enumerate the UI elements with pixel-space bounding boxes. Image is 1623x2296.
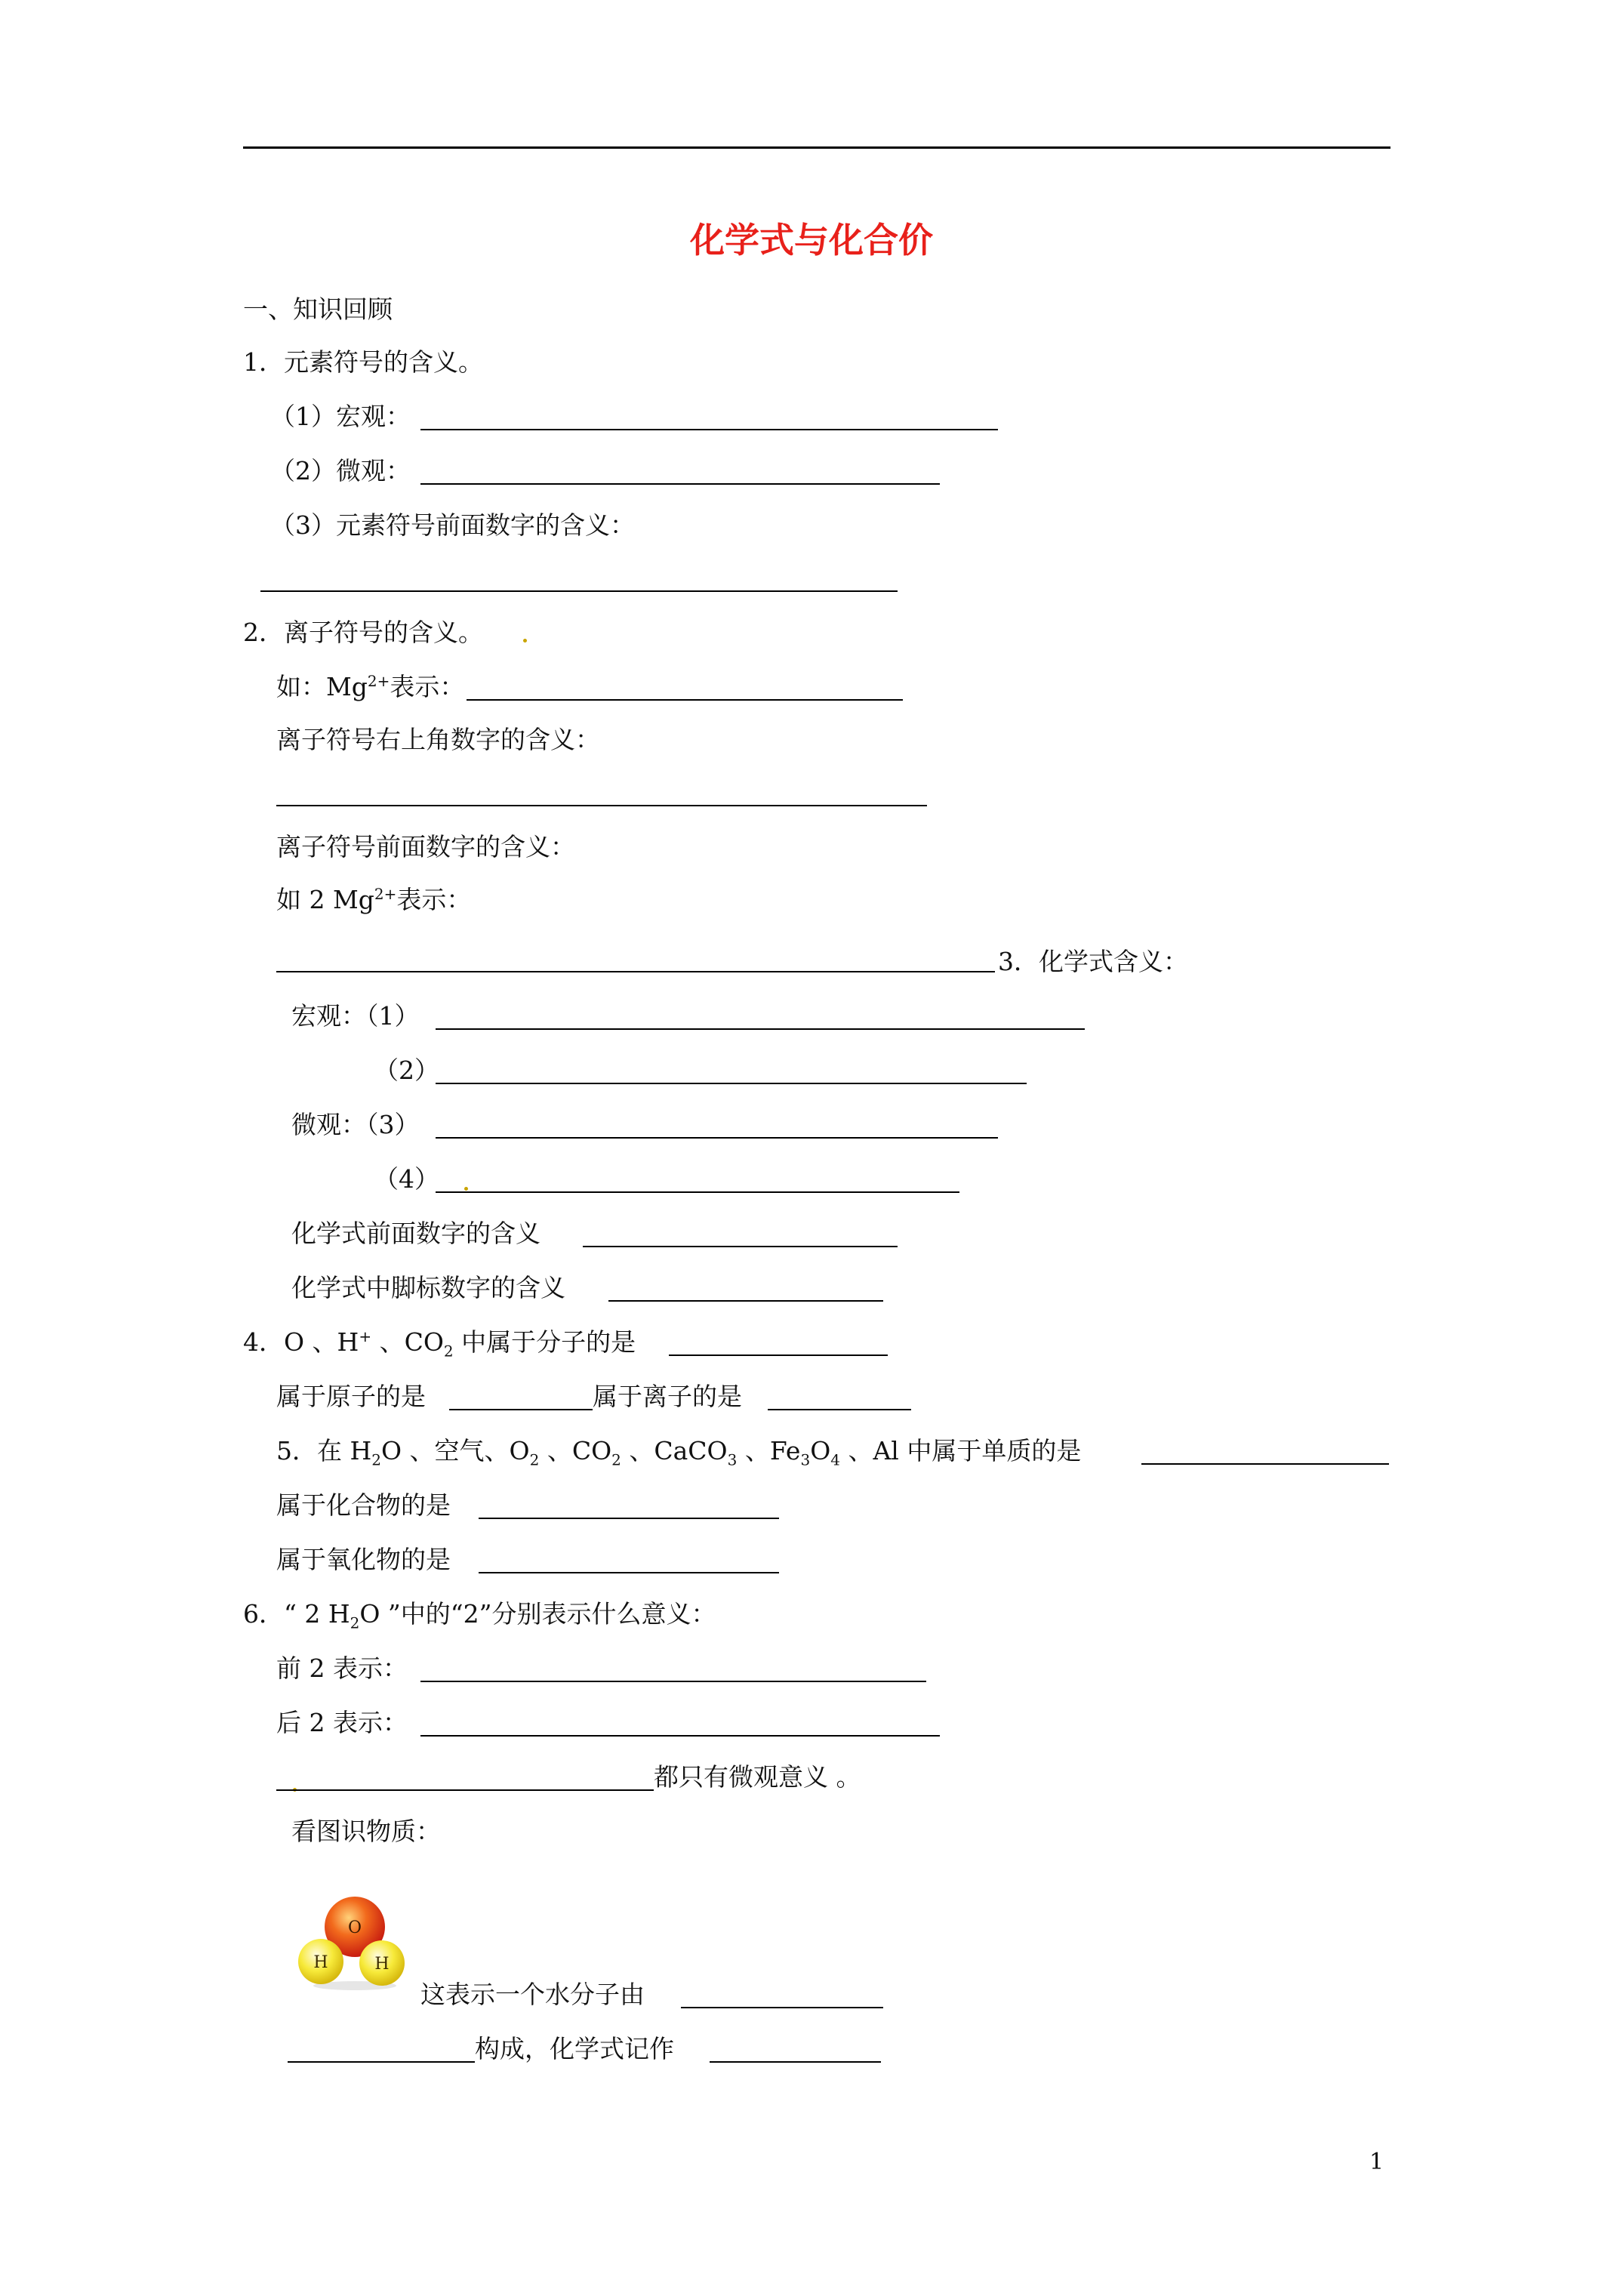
q6-micro-only: 都只有微观意义 。: [654, 1762, 861, 1792]
q6-back: 后 2 表示：: [276, 1708, 408, 1737]
page-number: 1: [1369, 2149, 1384, 2175]
q2-heading: 2．离子符号的含义。: [243, 618, 483, 647]
q2-example2: 如 2 $Mg^{2+}$表示：: [276, 885, 472, 914]
q3-macro: 宏观：（1）: [291, 1001, 420, 1031]
speck-mark: [464, 1187, 468, 1191]
q4-ion: 属于离子的是: [593, 1382, 742, 1411]
q4-line: 4．O 、H+ 、$CO_2$ 中属于分子的是: [243, 1327, 636, 1361]
q2-coefficient-meaning: 离子符号前面数字的含义：: [276, 832, 575, 861]
q5-compound: 属于化合物的是: [276, 1490, 451, 1520]
q2-example: 如：$Mg^{2+}$表示：: [276, 672, 465, 701]
answer-blank[interactable]: [479, 1518, 779, 1519]
answer-blank[interactable]: [436, 1191, 959, 1193]
q3-coef: 化学式前面数字的含义: [291, 1219, 540, 1248]
oxygen-label: O: [347, 1918, 362, 1937]
answer-blank[interactable]: [276, 1789, 654, 1791]
answer-blank[interactable]: [420, 483, 940, 485]
q6-look: 看图识物质：: [291, 1817, 441, 1846]
answer-blank[interactable]: [710, 2061, 881, 2063]
page-title: 化学式与化合价: [690, 220, 933, 260]
answer-blank[interactable]: [681, 2007, 883, 2008]
q4-atom: 属于原子的是: [276, 1382, 426, 1411]
answer-blank[interactable]: [260, 590, 898, 592]
answer-blank[interactable]: [276, 971, 995, 972]
q3-subscript: 化学式中脚标数字的含义: [291, 1273, 565, 1302]
answer-blank[interactable]: [669, 1354, 888, 1356]
q3-micro: 微观：（3）: [291, 1110, 420, 1139]
answer-blank[interactable]: [467, 699, 903, 701]
header-rule: [243, 146, 1390, 149]
section-heading: 一、知识回顾: [243, 294, 393, 324]
q5-oxide: 属于氧化物的是: [276, 1545, 451, 1574]
answer-blank[interactable]: [479, 1572, 779, 1573]
q5-line: 5．在 $H_2O$ 、空气、$O_2$ 、$CO_2$ 、CaCO$_3$ 、$Fe_3O_4$ 、Al 中属于单质的是: [276, 1436, 1082, 1469]
answer-blank[interactable]: [276, 805, 927, 806]
q6-front: 前 2 表示：: [276, 1653, 408, 1683]
answer-blank[interactable]: [420, 1735, 940, 1737]
answer-blank[interactable]: [436, 1083, 1027, 1084]
water-molecule-image: [293, 1886, 406, 1992]
answer-blank[interactable]: [436, 1028, 1085, 1030]
answer-blank[interactable]: [436, 1137, 998, 1139]
q1-item1: （1）宏观：: [270, 402, 411, 431]
answer-blank[interactable]: [288, 2061, 475, 2063]
answer-blank[interactable]: [608, 1300, 883, 1302]
q1-item3: （3）元素符号前面数字的含义：: [270, 510, 635, 540]
q3-m2: （2）: [374, 1056, 439, 1085]
speck-mark: [523, 639, 527, 643]
q3-heading: 3．化学式含义：: [998, 947, 1188, 976]
hydrogen-label: H: [313, 1953, 328, 1972]
answer-blank[interactable]: [420, 429, 998, 430]
answer-blank[interactable]: [1141, 1463, 1389, 1465]
hydrogen-label: H: [374, 1955, 390, 1974]
q2-superscript-meaning: 离子符号右上角数字的含义：: [276, 725, 600, 754]
q6-compose: 构成，化学式记作: [475, 2034, 674, 2063]
q1-heading: 1．元素符号的含义。: [243, 347, 483, 377]
answer-blank[interactable]: [420, 1681, 926, 1682]
answer-blank[interactable]: [449, 1409, 593, 1410]
q3-m4: （4）: [374, 1164, 439, 1194]
q6-heading: 6．“ 2 $H_2O$ ”中的“2”分别表示什么意义：: [243, 1599, 716, 1632]
answer-blank[interactable]: [583, 1246, 898, 1247]
answer-blank[interactable]: [768, 1409, 911, 1410]
q6-water: 这表示一个水分子由: [420, 1980, 645, 2009]
q1-item2: （2）微观：: [270, 456, 411, 485]
